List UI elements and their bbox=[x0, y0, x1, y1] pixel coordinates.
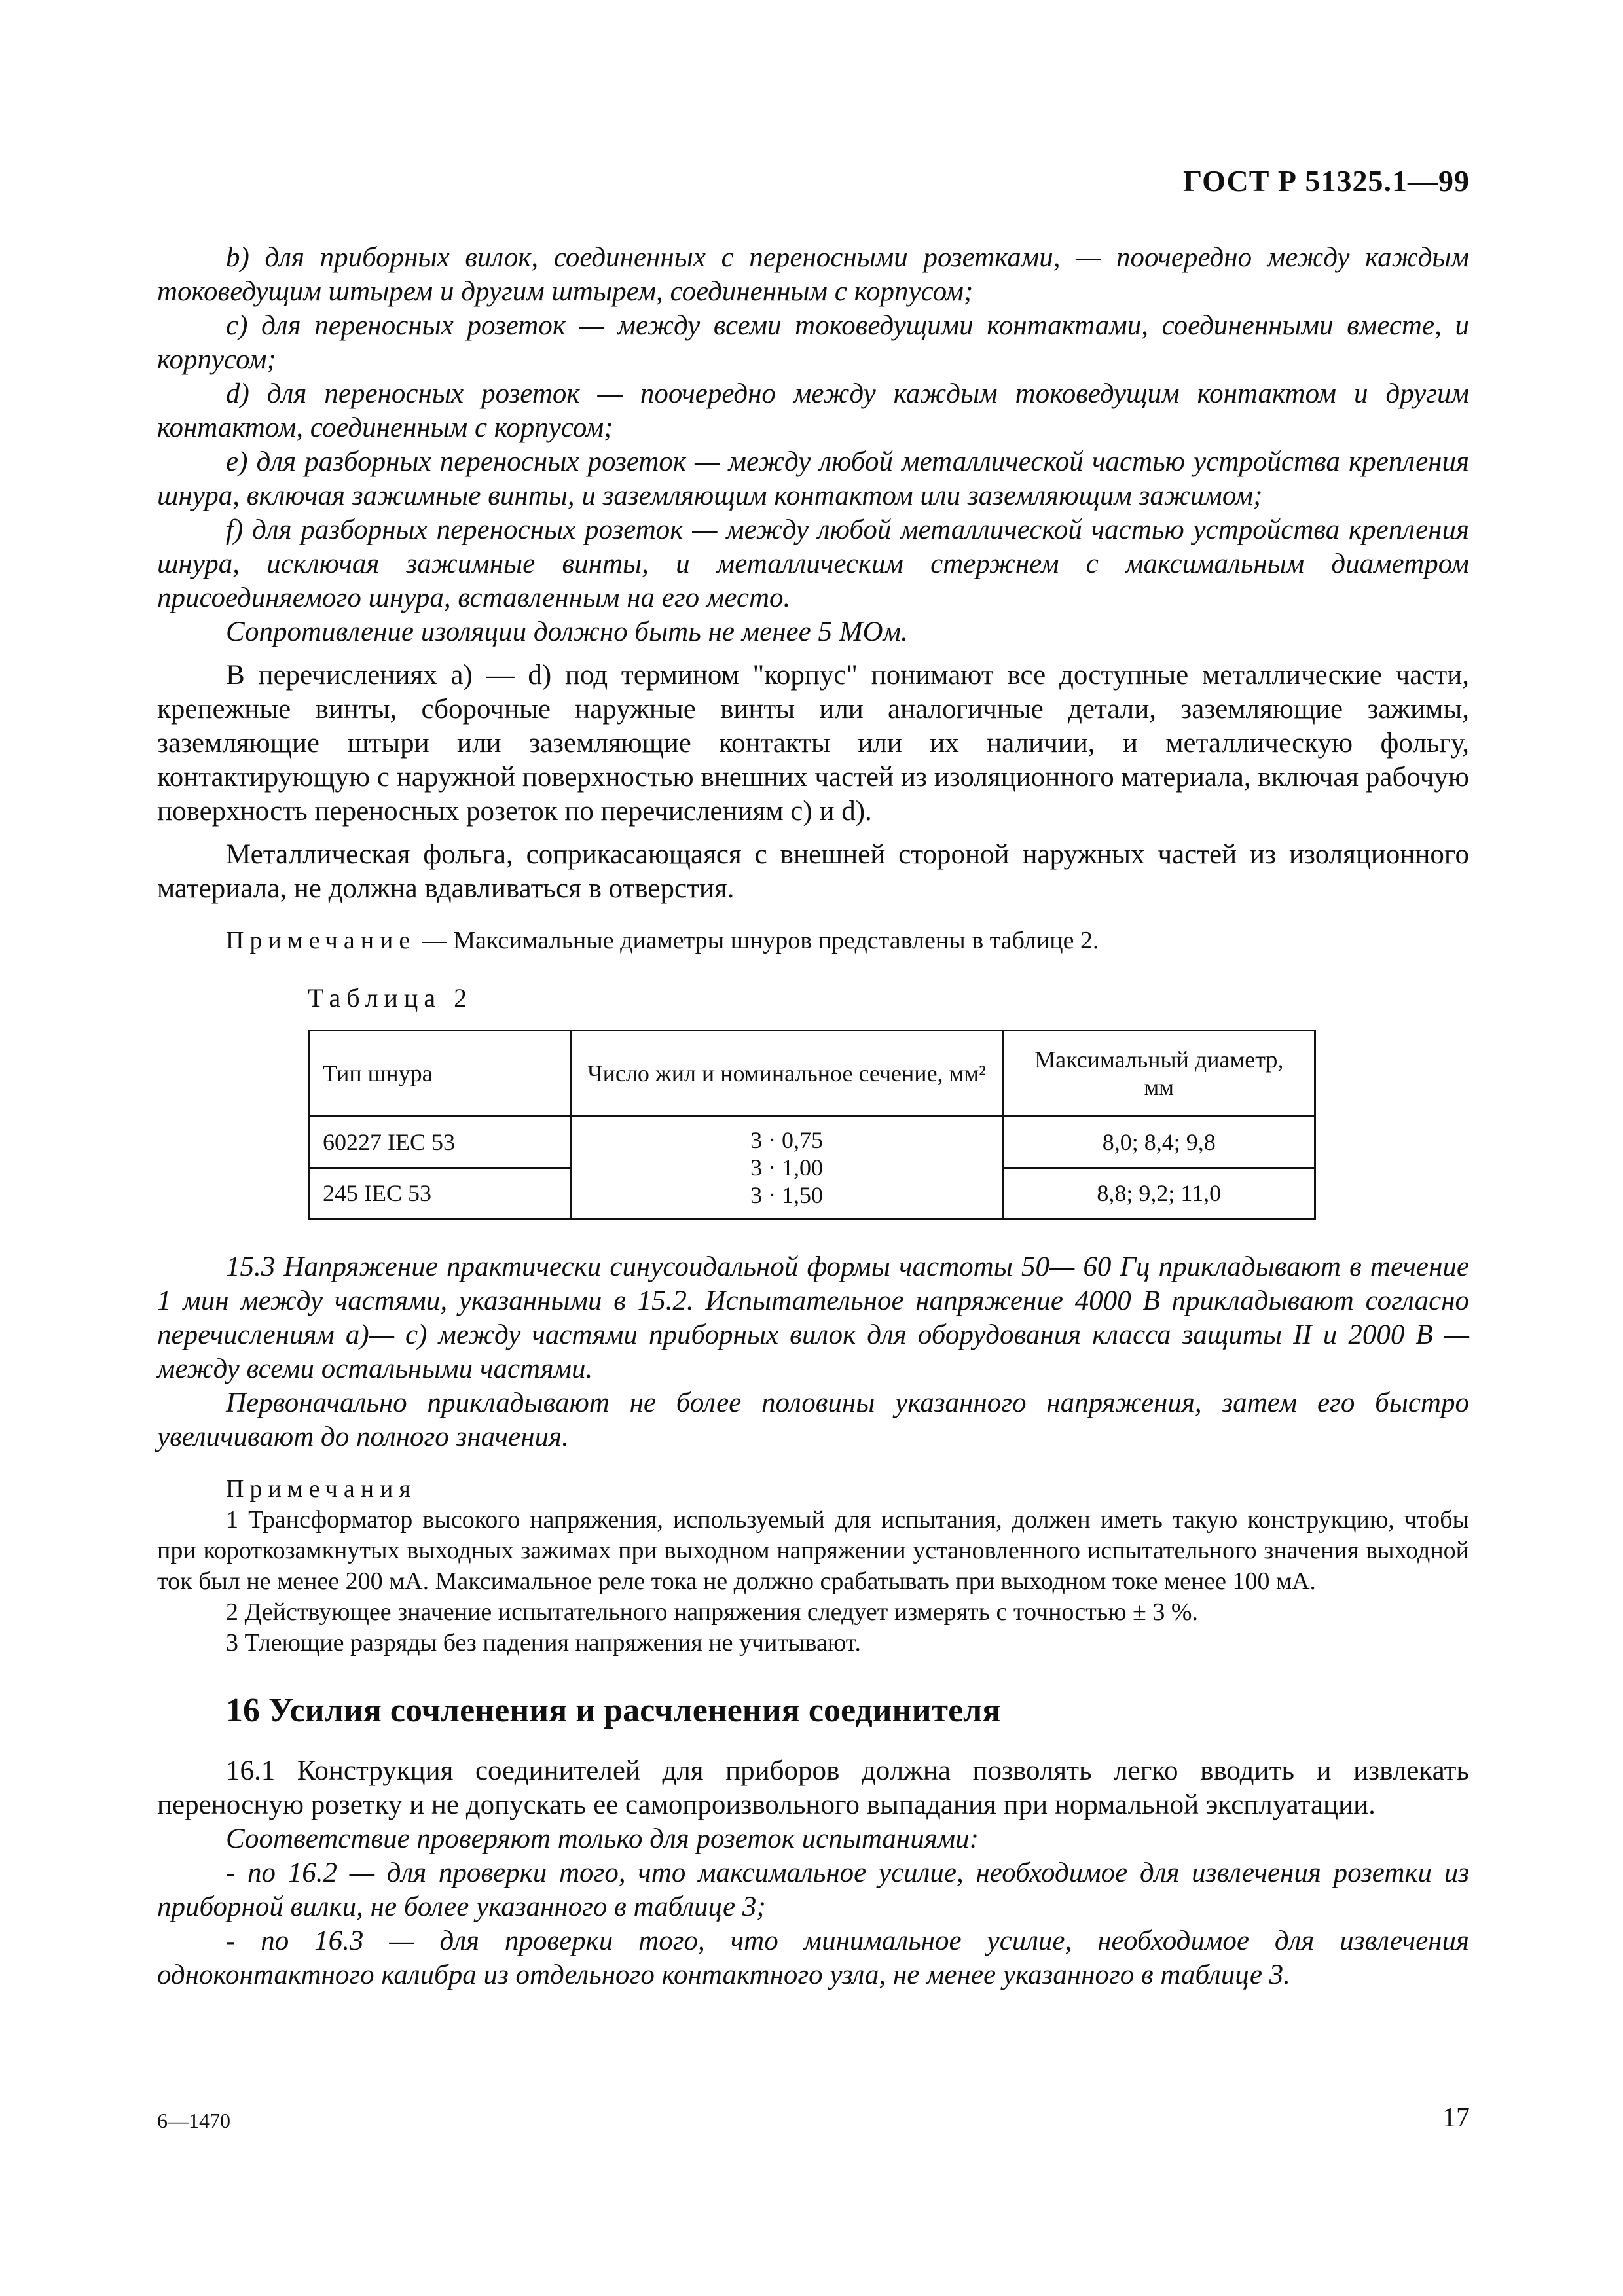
compliance-check: Соответствие проверяют только для розеток испытаниями: bbox=[226, 1823, 979, 1854]
note-text: — Максимальные диаметры шнуров представлены в таблице 2. bbox=[416, 927, 1099, 954]
resistance-requirement: Сопротивление изоляции должно быть не менее 5 МОм. bbox=[226, 617, 908, 647]
compliance-item: - по 16.2 — для проверки того, что максимальное усилие, необходимое для извлечения розетки из приборной вилки, не более указанного в таблице 3; bbox=[157, 1857, 1469, 1922]
list-item-f: f) для разборных переносных розеток — между любой металлической частью устройства крепления шнура, исключая зажимные винты, и металлическим стержнем с максимальным диаметром присоединяемого шнура, вставленным на его место. bbox=[157, 514, 1469, 613]
table-header-row bbox=[309, 1031, 1315, 1117]
cell-cord-type: 60227 IEC 53 bbox=[309, 1117, 571, 1168]
note-table-reference bbox=[157, 925, 1469, 956]
page-content bbox=[157, 241, 1469, 1992]
body-paragraph: В перечислениях a) — d) под термином "корпус" понимают все доступные металлические части, крепежные винты, сборочные наружные винты или аналогичные детали, заземляющие зажимы, заземляющие штыри или заземляющие контакты или их наличии, и металлическую фольгу, контактирующую с наружной поверхностью внешних частей из изоляционного материала, включая рабочую поверхность переносных розеток по перечислениям c) и d). bbox=[157, 660, 1469, 827]
notes-label: Примечания bbox=[226, 1475, 416, 1503]
list-item-e: e) для разборных переносных розеток — между любой металлической частью устройства крепления шнура, включая зажимные винты, и заземляющим контактом или заземляющим зажимом; bbox=[157, 446, 1469, 511]
cell-diameter: 8,0; 8,4; 9,8 bbox=[1003, 1117, 1315, 1168]
section-16-title: 16 Усилия сочленения и расчленения соединителя bbox=[226, 1692, 1001, 1729]
list-item-d: d) для переносных розеток — поочередно между каждым токоведущим контактом и другим контактом, соединенным с корпусом; bbox=[157, 378, 1469, 443]
section-value: 3 · 1,00 bbox=[750, 1155, 824, 1181]
clause-16-1: 16.1 Конструкция соединителей для приборов должна позволять легко вводить и извлекать переносную розетку и не допускать ее самопроизвольного выпадания при нормальной эксплуатации. bbox=[157, 1755, 1469, 1820]
list-item-b: b) для приборных вилок, соединенных с переносными розетками, — поочередно между каждым токоведущим штырем и другим штырем, соединенным с корпусом; bbox=[157, 242, 1469, 307]
cell-cord-type: 245 IEC 53 bbox=[309, 1168, 571, 1219]
standard-code: ГОСТ Р 51325.1—99 bbox=[1183, 164, 1470, 198]
table-caption: Таблица 2 bbox=[308, 983, 473, 1013]
body-paragraph: Металлическая фольга, соприкасающаяся с внешней стороной наружных частей из изоляционного материала, не должна вдавливаться в отверстия. bbox=[157, 839, 1469, 904]
note-item: 1 Трансформатор высокого напряжения, используемый для испытания, должен иметь такую конструкцию, чтобы при короткозамкнутых выходных зажимах при выходном напряжении установленного испытательного значения выходной ток был не менее 200 мА. Максимальное реле тока не должно срабатывать при выходном токе менее 100 мА. bbox=[157, 1506, 1469, 1595]
section-value: 3 · 0,75 bbox=[750, 1127, 824, 1153]
section-value: 3 · 1,50 bbox=[750, 1182, 824, 1208]
page-number: 17 bbox=[1442, 2103, 1470, 2133]
note-item: 3 Тлеющие разряды без падения напряжения не учитывают. bbox=[226, 1629, 861, 1657]
compliance-item: - по 16.3 — для проверки того, что минимальное усилие, необходимое для извлечения одноконтактного калибра из отдельного контактного узла, не менее указанного в таблице 3. bbox=[157, 1926, 1469, 1990]
note-label: Примечание bbox=[226, 927, 416, 954]
cell-sections bbox=[570, 1117, 1003, 1219]
footer-print-code: 6—1470 bbox=[157, 2109, 230, 2132]
cord-diameter-table bbox=[308, 1030, 1316, 1220]
note-item: 2 Действующее значение испытательного напряжения следует измерять с точностью ± 3 %. bbox=[226, 1598, 1199, 1626]
header-cord-type: Тип шнура bbox=[309, 1031, 571, 1117]
cell-diameter: 8,8; 9,2; 11,0 bbox=[1003, 1168, 1315, 1219]
header-conductors-section: Число жил и номинальное сечение, мм² bbox=[570, 1031, 1003, 1117]
notes-block bbox=[157, 1474, 1469, 1659]
clause-15-3-continued: Первоначально прикладывают не более половины указанного напряжения, затем его быстро увеличивают до полного значения. bbox=[157, 1388, 1469, 1452]
list-item-c: c) для переносных розеток — между всеми токоведущими контактами, соединенными вместе, и корпусом; bbox=[157, 310, 1469, 375]
table-row bbox=[309, 1117, 1315, 1168]
clause-15-3: 15.3 Напряжение практически синусоидальной формы частоты 50— 60 Гц прикладывают в течение 1 мин между частями, указанными в 15.2. Испытательное напряжение 4000 В прикладывают согласно перечислениям а)— с) между частями приборных вилок для оборудования класса защиты II и 2000 В — между всеми остальными частями. bbox=[157, 1251, 1469, 1384]
header-max-diameter: Максимальный диаметр, мм bbox=[1003, 1031, 1315, 1117]
